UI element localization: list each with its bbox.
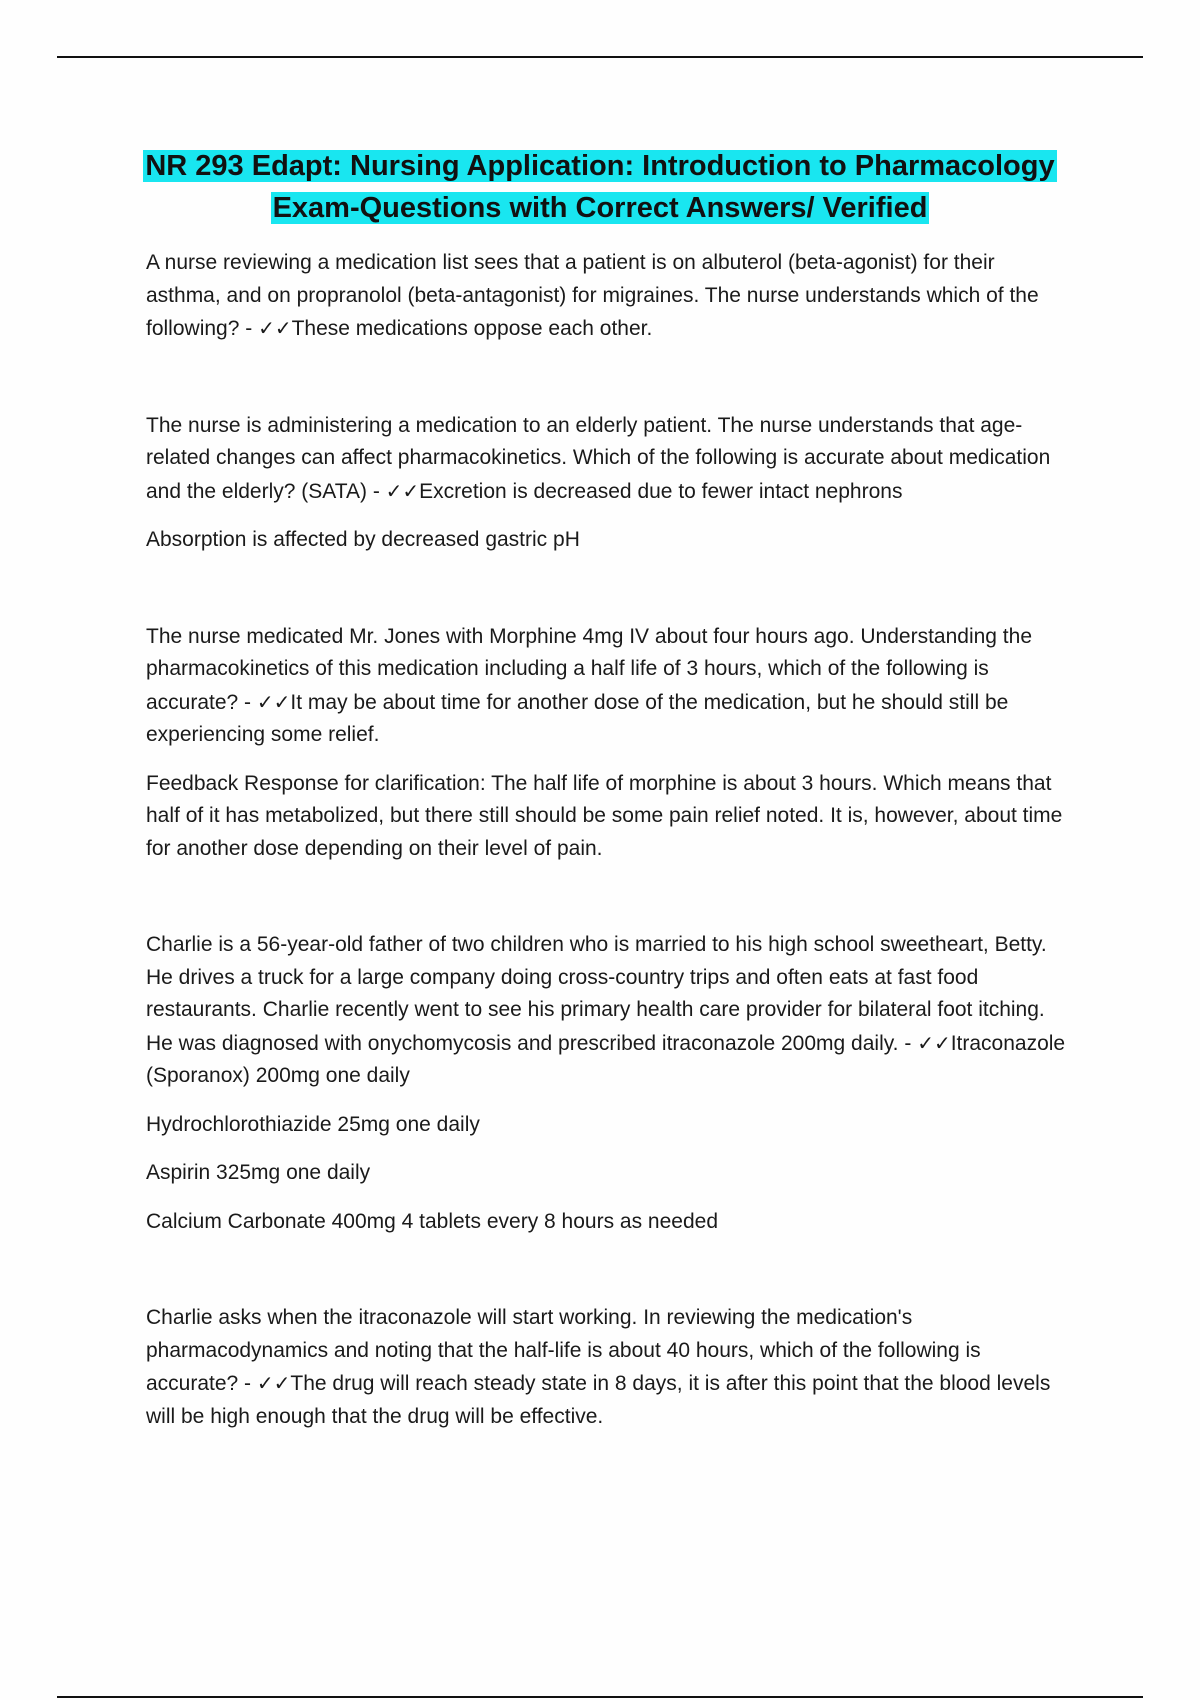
question-text: The nurse medicated Mr. Jones with Morphine 4mg IV about four hours ago. Understanding the pharmacokinetics of this medication including a half life of 3 hours, which of the following is accurate? - xyxy=(146,624,1032,714)
document-title xyxy=(120,145,1080,229)
answer-text: The drug will reach steady state in 8 days, it is after this point that the blood levels will be high enough that the drug will be effective. xyxy=(146,1372,1051,1428)
question-text: Charlie asks when the itraconazole will start working. In reviewing the medication's pharmacodynamics and noting that the half-life is about 40 hours, which of the following is accurate? - xyxy=(146,1306,981,1395)
feedback-text: Feedback Response for clarification: The half life of morphine is about 3 hours. Which means that half of it has metabolized, but there still should be some pain relief noted. It is, however, about time for another dose depending on their level of pain. xyxy=(146,771,1063,860)
answer-text: It may be about time for another dose of the medication, but he should still be experiencing some relief. xyxy=(146,690,1009,746)
double-check-icon: ✓✓ xyxy=(385,478,420,503)
qa-item xyxy=(146,1302,1066,1433)
spacer xyxy=(146,1238,1066,1302)
qa-item xyxy=(146,929,1066,1093)
spacer xyxy=(146,557,1066,621)
qa-item xyxy=(146,621,1066,752)
qa-item xyxy=(146,410,1066,509)
spacer xyxy=(146,346,1066,410)
question-text: Charlie is a 56-year-old father of two children who is married to his high school sweetheart, Betty. He drives a truck for a large company doing cross-country trips and often eats at fast food restaurants. Charlie recently went to see his primary health care provider for bilateral foot itching. He was diagnosed with onychomycosis and prescribed itraconazole 200mg daily. - xyxy=(146,933,1047,1055)
title-line-1: NR 293 Edapt: Nursing Application: Introduction to Pharmacology xyxy=(145,150,1055,182)
double-check-icon: ✓✓ xyxy=(256,689,291,714)
question-text: The nurse is administering a medication to an elderly patient. The nurse understands that age-related changes can affect pharmacokinetics. Which of the following is accurate about medication and the elderly? (SATA) - xyxy=(146,413,1051,503)
question-text: A nurse reviewing a medication list sees that a patient is on albuterol (beta-agonist) for their asthma, and on propranolol (beta-antagonist) for migraines. The nurse understands which of the following? - xyxy=(146,251,1039,340)
medication-line: Hydrochlorothiazide 25mg one daily xyxy=(146,1112,480,1136)
top-rule xyxy=(57,56,1143,58)
answer-text: Itraconazole (Sporanox) 200mg one daily xyxy=(146,1031,1066,1087)
bottom-rule xyxy=(57,1696,1143,1698)
medication-line: Aspirin 325mg one daily xyxy=(146,1161,371,1184)
double-check-icon: ✓✓ xyxy=(917,1030,951,1055)
double-check-icon: ✓✓ xyxy=(258,316,292,340)
document-body xyxy=(146,247,1066,1433)
spacer xyxy=(146,865,1066,929)
qa-item xyxy=(146,247,1066,346)
double-check-icon: ✓✓ xyxy=(256,1371,291,1395)
title-line-2: Exam-Questions with Correct Answers/ Verified xyxy=(272,192,928,224)
answer-continuation: Absorption is affected by decreased gastric pH xyxy=(146,528,580,551)
medication-line: Calcium Carbonate 400mg 4 tablets every 8 hours as needed xyxy=(146,1209,719,1233)
answer-text: These medications oppose each other. xyxy=(291,317,653,340)
answer-text: Excretion is decreased due to fewer intact nephrons xyxy=(419,479,903,503)
